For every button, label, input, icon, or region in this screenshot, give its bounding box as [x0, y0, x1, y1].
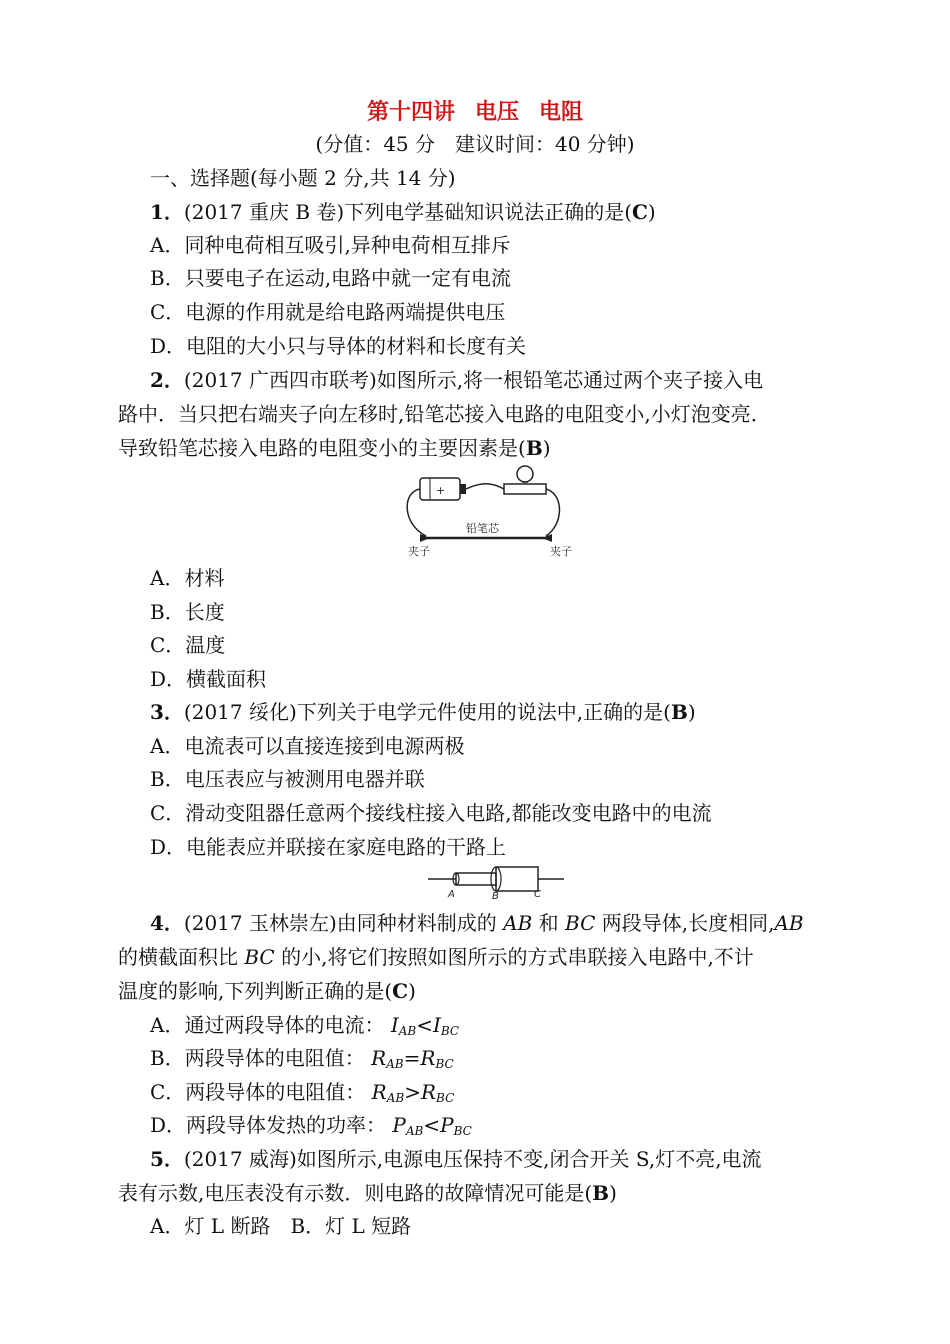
question-3-stem [150, 700, 696, 724]
q1-option-a: A．同种电荷相互吸引,异种电荷相互排斥 [150, 233, 511, 257]
power-symbol: P [440, 1113, 454, 1137]
question-5-line-1 [150, 1147, 762, 1171]
question-text: 温度的影响,下列判断正确的是( [118, 979, 393, 1003]
current-symbol: I [390, 1013, 399, 1037]
title-part-2: 电压 [474, 99, 519, 125]
question-number: 3． [150, 700, 184, 724]
page-subtitle: (分值：45 分 建议时间：40 分钟) [315, 132, 635, 156]
conductor-bc [496, 867, 538, 891]
option-text: D．两段导体发热的功率： [150, 1113, 387, 1137]
wire-right [546, 489, 560, 536]
left-clip-label: 夹子 [408, 545, 430, 558]
question-4-line-2 [118, 945, 754, 969]
section-heading: 一、选择题(每小题 2 分,共 14 分) [150, 166, 456, 190]
question-number: 4． [150, 911, 184, 935]
paren-close: ) [647, 200, 656, 224]
q4-option-a [150, 1013, 459, 1043]
wire-top [466, 484, 504, 489]
resistance-symbol: R [371, 1080, 387, 1104]
circuit-diagram [396, 462, 596, 560]
paren-close: ) [542, 436, 551, 460]
right-clip-label: 夹子 [550, 545, 572, 558]
answer: B [525, 436, 543, 460]
q3-option-c: C．滑动变阻器任意两个接线柱接入电路,都能改变电路中的电流 [150, 801, 712, 825]
subscript-bc: BC [436, 1091, 455, 1105]
symbol-ab: AB [503, 911, 533, 935]
answer: B [592, 1181, 610, 1205]
q5-options: A．灯 L 断路 B．灯 L 短路 [150, 1214, 412, 1238]
symbol-bc: BC [244, 945, 275, 969]
option-text: A．通过两段导体的电流： [150, 1013, 385, 1037]
question-2-line-3 [118, 436, 551, 460]
question-number: 1． [150, 200, 184, 224]
lamp-base [504, 484, 546, 494]
symbol-ab: AB [774, 911, 804, 935]
question-2-line-2: 路中．当只把右端夹子向左移时,铅笔芯接入电路的电阻变小,小灯泡变亮． [118, 402, 771, 426]
q3-option-b: B．电压表应与被测用电器并联 [150, 767, 425, 791]
current-symbol: I [432, 1013, 441, 1037]
label-b: B [492, 891, 499, 900]
q2-option-b: B．长度 [150, 600, 225, 624]
question-text: (2017 威海)如图所示,电源电压保持不变,闭合开关 S,灯不亮,电流 [183, 1147, 762, 1171]
question-text: 的小,将它们按照如图所示的方式串联接入电路中,不计 [274, 945, 754, 969]
subscript-ab: AB [386, 1057, 404, 1071]
plus-sign: + [436, 484, 446, 497]
pencil-lead-label: 铅笔芯 [466, 522, 499, 535]
question-text: 导致铅笔芯接入电路的电阻变小的主要因素是( [118, 436, 526, 460]
conductor-diagram [426, 864, 566, 900]
label-a: A [448, 889, 455, 900]
battery-terminal [460, 484, 466, 494]
answer: B [670, 700, 688, 724]
paren-close: ) [687, 700, 696, 724]
option-text: C．两段导体的电阻值： [150, 1080, 366, 1104]
conductor-ab-bc-figure [426, 864, 566, 904]
question-4-line-1 [150, 911, 804, 935]
subscript-bc: BC [440, 1024, 460, 1038]
resistance-symbol: R [371, 1046, 387, 1070]
subscript-ab: AB [398, 1024, 417, 1038]
power-symbol: P [392, 1113, 406, 1137]
equals: = [403, 1046, 421, 1070]
wire-left [407, 489, 426, 536]
page-title [0, 98, 950, 126]
question-text: 表有示数,电压表没有示数．则电路的故障情况可能是( [118, 1181, 593, 1205]
subscript-ab: AB [405, 1124, 424, 1138]
q4-option-d [150, 1113, 472, 1143]
title-part-3: 电阻 [539, 99, 584, 125]
q1-option-d: D．电阻的大小只与导体的材料和长度有关 [150, 334, 527, 358]
q3-option-a: A．电流表可以直接连接到电源两极 [150, 734, 465, 758]
less-than: < [416, 1013, 433, 1037]
conductor-ab [456, 873, 496, 885]
resistance-symbol: R [420, 1080, 437, 1104]
q4-option-c [150, 1080, 454, 1110]
greater-than: > [404, 1080, 421, 1104]
q3-option-d: D．电能表应并联接在家庭电路的干路上 [150, 835, 507, 859]
subscript-bc: BC [435, 1057, 454, 1071]
title-part-1: 第十四讲 [366, 99, 455, 125]
symbol-bc: BC [565, 911, 596, 935]
subscript-ab: AB [386, 1091, 405, 1105]
q2-option-c: C．温度 [150, 633, 226, 657]
question-5-line-2 [118, 1181, 617, 1205]
question-4-line-3 [118, 979, 416, 1003]
question-text: 的横截面积比 [118, 945, 245, 969]
pencil-lead-circuit-figure [396, 462, 596, 564]
question-text: (2017 绥化)下列关于电学元件使用的说法中,正确的是( [183, 700, 671, 724]
question-1-stem [150, 200, 656, 224]
less-than: < [423, 1113, 441, 1137]
option-text: B．两段导体的电阻值： [150, 1046, 365, 1070]
label-c: C [534, 889, 541, 900]
question-text: 和 [532, 911, 565, 935]
question-number: 2． [150, 368, 184, 392]
answer: C [632, 200, 648, 224]
question-2-line-1 [150, 368, 763, 392]
question-number: 5． [150, 1147, 184, 1171]
answer: C [392, 979, 409, 1003]
q1-option-c: C．电源的作用就是给电路两端提供电压 [150, 300, 506, 324]
paren-close: ) [609, 1181, 617, 1205]
question-text: (2017 广西四市联考)如图所示,将一根铅笔芯通过两个夹子接入电 [183, 368, 764, 392]
paren-close: ) [408, 979, 416, 1003]
question-text: (2017 玉林崇左)由同种材料制成的 [183, 911, 504, 935]
question-text: 两段导体,长度相同, [595, 911, 775, 935]
q2-option-d: D．横截面积 [150, 667, 267, 691]
q4-option-b [150, 1046, 454, 1076]
resistance-symbol: R [420, 1046, 436, 1070]
q2-option-a: A．材料 [150, 566, 225, 590]
subscript-bc: BC [453, 1124, 472, 1138]
question-text: (2017 重庆 B 卷)下列电学基础知识说法正确的是( [183, 200, 632, 224]
q1-option-b: B．只要电子在运动,电路中就一定有电流 [150, 266, 512, 290]
bulb-icon [517, 466, 533, 482]
